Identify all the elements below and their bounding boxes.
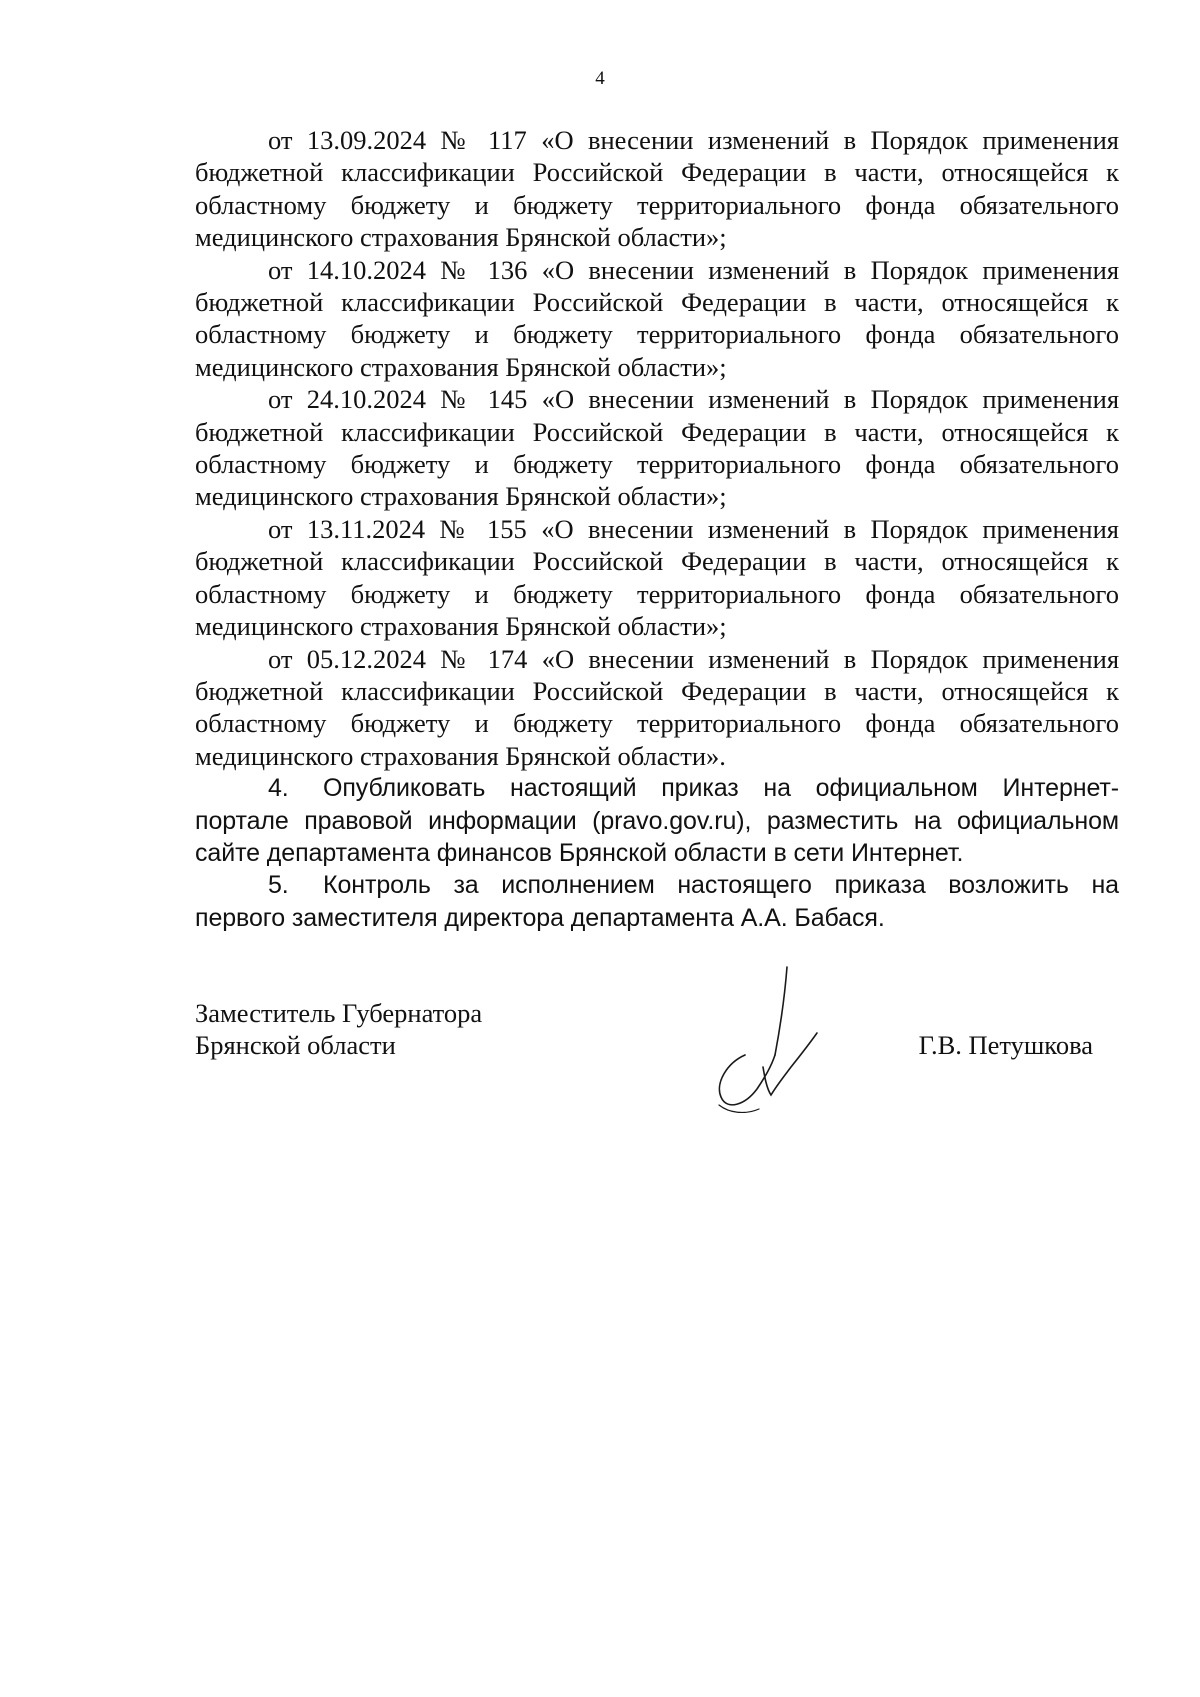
item-number: 5. [268,871,289,900]
order-reference-paragraph [195,124,1119,254]
signer-position [195,997,482,1062]
signer-position-line: Брянской области [195,1030,396,1061]
order-ref: от 05.12.2024 № 174 [268,643,528,674]
document-body [195,124,1119,934]
order-ref: от 24.10.2024 № 145 [268,384,528,415]
order-ref: от 13.09.2024 № 117 [268,125,527,155]
order-ref: от 14.10.2024 № 136 [268,254,528,285]
numbered-item [195,772,1119,869]
item-text: Контроль за исполнением настоящего приказа возложить на первого заместителя директора департамента А.А. Бабася. [195,871,1119,932]
order-ref: от 13.11.2024 № 155 [268,513,527,544]
order-title: «О внесении изменений в Порядок применения бюджетной классификации Российской Федерации в части, относящейся к областному бюджету и бюджету территориального фонда обязательного медицинского страхования Брянской области». [195,643,1120,771]
handwritten-signature [705,963,835,1113]
signature-block [195,997,1119,1137]
order-title: «О внесении изменений в Порядок применения бюджетной классификации Российской Федерации в части, относящейся к областному бюджету и бюджету территориального фонда обязательного медицинского страхования Брянской области»; [195,513,1119,642]
numbered-item [195,869,1119,934]
signer-name: Г.В. Петушкова [918,1030,1093,1060]
order-reference-paragraph [195,513,1119,643]
order-reference-paragraph [195,383,1119,513]
item-text: Опубликовать настоящий приказ на официальном Интернет-портале правовой информации (pravo.gov.ru), разместить на официальном сайте департамента финансов Брянской области в сети Интернет. [195,774,1119,867]
page-number: 4 [595,68,605,89]
order-title: «О внесении изменений в Порядок применения бюджетной классификации Российской Федерации в части, относящейся к областному бюджету и бюджету территориального фонда обязательного медицинского страхования Брянской области»; [195,254,1120,382]
signer-position-line: Заместитель Губернатора [195,998,483,1028]
order-title: «О внесении изменений в Порядок применения бюджетной классификации Российской Федерации в части, относящейся к областному бюджету и бюджету территориального фонда обязательного медицинского страхования Брянской области»; [195,384,1120,512]
item-number: 4. [268,774,289,803]
order-reference-paragraph [195,643,1119,773]
order-reference-paragraph [195,254,1119,384]
order-title: «О внесении изменений в Порядок применения бюджетной классификации Российской Федерации в части, относящейся к областному бюджету и бюджету территориального фонда обязательного медицинского страхования Брянской области»; [195,125,1119,253]
